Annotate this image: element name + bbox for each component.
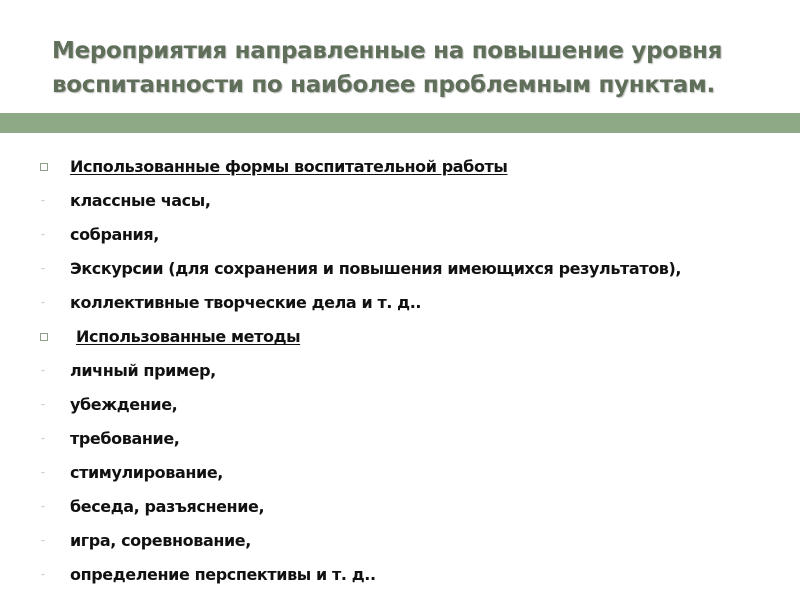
list-item-text: определение перспективы и т. д..: [70, 565, 376, 584]
list-item: [0, 560, 800, 594]
dash-bullet-icon: –: [41, 264, 45, 273]
list-item-text: беседа, разъяснение,: [70, 497, 265, 516]
list-item: [0, 356, 800, 390]
section-heading: Использованные формы воспитательной работы: [70, 157, 508, 176]
list-item-text: коллективные творческие дела и т. д..: [70, 293, 422, 312]
list-item-text: личный пример,: [70, 361, 216, 380]
list-item-text: классные часы,: [70, 191, 211, 210]
dash-bullet-icon: –: [41, 196, 45, 205]
dash-bullet-icon: –: [41, 434, 45, 443]
list-item: [0, 254, 800, 288]
section-heading-row: [0, 322, 800, 356]
list-item-text: требование,: [70, 429, 180, 448]
dash-bullet-icon: –: [41, 570, 45, 579]
dash-bullet-icon: –: [41, 536, 45, 545]
dash-bullet-icon: –: [41, 502, 45, 511]
list-item-text: убеждение,: [70, 395, 178, 414]
section-heading-row: [0, 152, 800, 186]
square-bullet-icon: [40, 163, 48, 171]
list-item: [0, 220, 800, 254]
list-item: [0, 424, 800, 458]
dash-bullet-icon: –: [41, 400, 45, 409]
list-item: [0, 458, 800, 492]
list-item: [0, 526, 800, 560]
slide-title: Мероприятия направленные на повышение уровня воспитанности по наиболее проблемным пунктам.: [52, 38, 723, 98]
list-item-text: собрания,: [70, 225, 159, 244]
list-item: [0, 288, 800, 322]
list-item: [0, 186, 800, 220]
list-item-text: игра, соревнование,: [70, 531, 251, 550]
square-bullet-icon: [40, 333, 48, 341]
title-accent-bar: [0, 113, 800, 133]
dash-bullet-icon: –: [41, 366, 45, 375]
dash-bullet-icon: –: [41, 298, 45, 307]
list-item-text: Экскурсии (для сохранения и повышения имеющихся результатов),: [70, 259, 682, 278]
list-item-text: стимулирование,: [70, 463, 223, 482]
dash-bullet-icon: –: [41, 230, 45, 239]
list-item: [0, 390, 800, 424]
dash-bullet-icon: –: [41, 468, 45, 477]
list-item: [0, 492, 800, 526]
slide-content: [0, 152, 800, 594]
section-heading: Использованные методы: [76, 327, 301, 346]
